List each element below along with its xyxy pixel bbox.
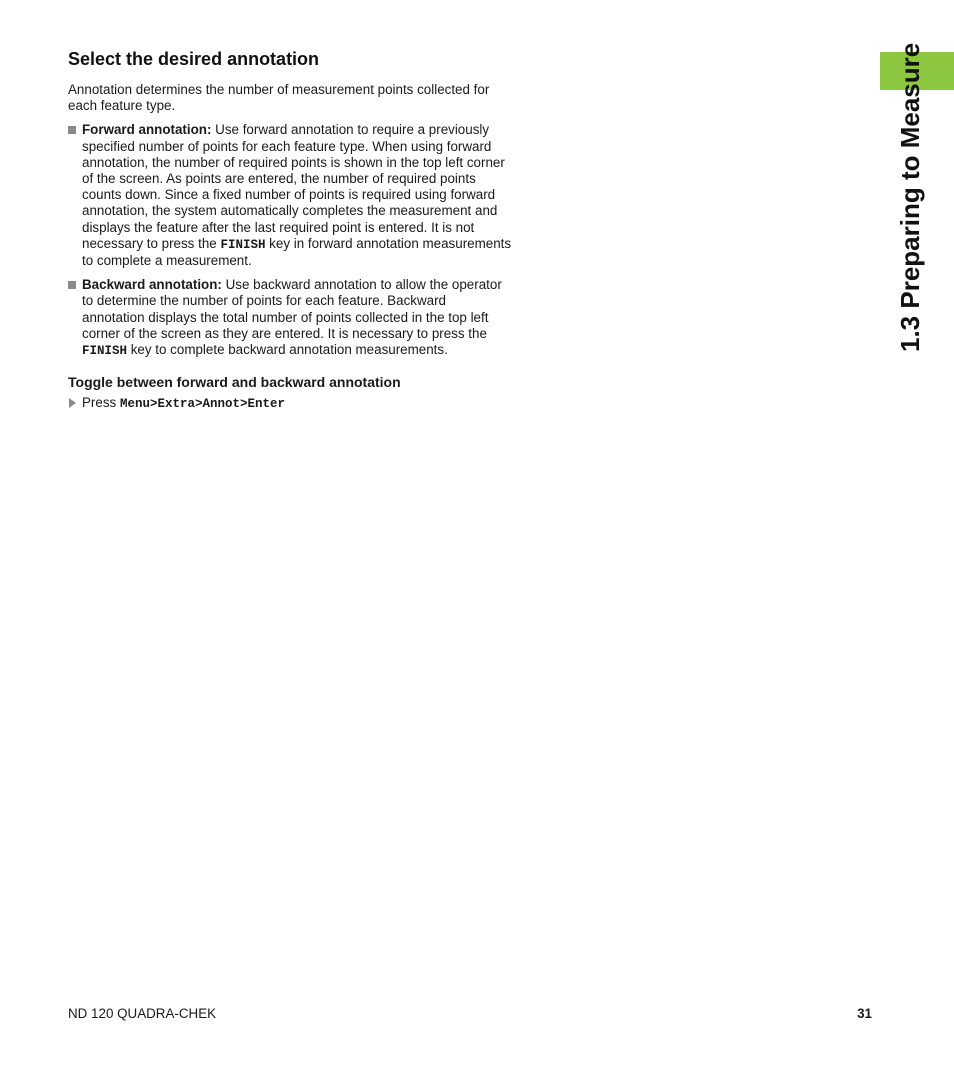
list-item-backward-annotation — [68, 277, 512, 359]
annotation-list — [68, 122, 512, 359]
step-prefix: Press — [82, 395, 120, 411]
toggle-heading: Toggle between forward and backward annotation — [68, 374, 401, 391]
page-title: Select the desired annotation — [68, 49, 320, 69]
main-content — [68, 48, 512, 412]
finish-key-label: FINISH — [82, 344, 128, 359]
footer-page-number: 31 — [857, 1006, 872, 1021]
term-forward-annotation: Forward annotation: — [82, 122, 212, 138]
backward-text-before: Use backward annotation to allow the operator to determine the number of points for each feature. Backward annotation displays the total number of points collected in the top left corner of the screen as they are entered. It is necessary to press the — [82, 277, 502, 341]
toggle-step — [68, 395, 512, 412]
finish-key-label: FINISH — [220, 237, 266, 252]
backward-text-after: key to complete backward annotation measurements. — [127, 342, 448, 358]
square-bullet-icon — [68, 126, 76, 134]
menu-key-sequence: Menu>Extra>Annot>Enter — [119, 397, 285, 412]
intro-paragraph: Annotation determines the number of measurement points collected for each feature type. — [68, 82, 490, 114]
forward-text-before: Use forward annotation to require a previously specified number of points for each feature type. When using forward annotation, the number of required points is shown in the top left corner of the screen. As points are entered, the number of required points counts down. Since a fixed number of points is required using forward annotation, the system automatically completes the measurement and displays the feature after the last required point is entered. It is not necessary to press the — [82, 122, 505, 251]
term-backward-annotation: Backward annotation: — [82, 277, 222, 293]
step-arrow-icon — [69, 398, 76, 408]
footer-product-name: ND 120 QUADRA-CHEK — [68, 1006, 217, 1021]
forward-text-after: key in forward annotation measurements to complete a measurement. — [82, 235, 512, 269]
list-item-forward-annotation — [68, 122, 512, 269]
chapter-side-title: 1.3 Preparing to Measure — [895, 42, 925, 352]
square-bullet-icon — [68, 281, 76, 289]
